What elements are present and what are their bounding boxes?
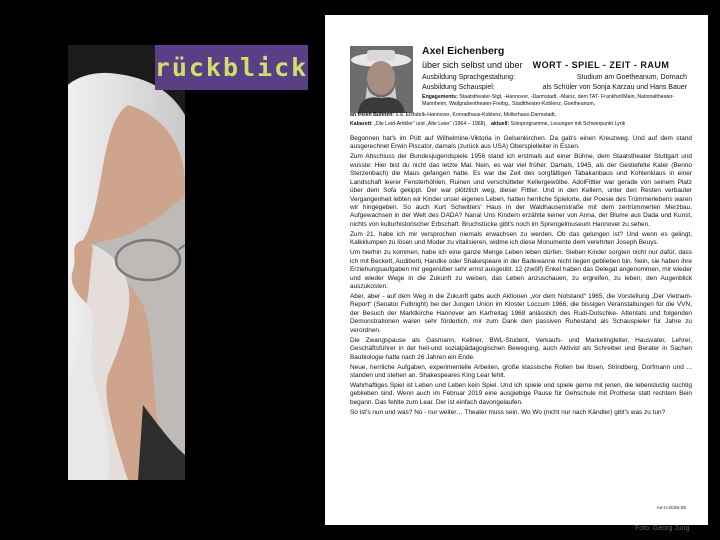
subtitle (422, 60, 684, 70)
training-acting-value: als Schüler von Sonja Karzau und Hans Bauer (542, 84, 687, 91)
cabaret-line (350, 121, 695, 127)
subtitle-keywords: WORT - SPIEL - ZEIT - RAUM (532, 60, 670, 70)
cabaret-value: „Die Leid-Artikler“ und „Alte Leier“ (1964 – 1968), (374, 121, 487, 127)
paragraph: Um hierhin zu kommen, habe ich eine ganze Menge Leben leben dürfen. Sieben Kinder sorgten nicht nur dafür, dass ich mit Beckett, Audiberti, Handke oder Shakespeare in der Badewanne nicht liegen geblieben bin. Nein, sie haben ihre Erziehungsaufgaben mir gegenüber sehr ernst ausgeübt. 12 (zwölf) Enkel haben das Delegat angenommen, mir wieder und wieder Wege in die Zukunft zu weisen, das Leben anzuschauen, zu ergreifen, zu leben, den Augenblick auszukosten. (350, 249, 692, 290)
training-row-speech (422, 74, 687, 81)
training-speech-value: Studium am Goetheanum, Dornach (576, 74, 687, 81)
training-row-acting (422, 84, 687, 91)
current-label: aktuell: (491, 121, 510, 127)
document-page (325, 15, 708, 525)
document-signature: Ae-II-2025-05 (656, 506, 686, 511)
engagements-label: Engagements: (422, 94, 458, 100)
biography-text (350, 135, 692, 419)
free-stages-value: u.a. Eisfabrik-Hannover, Konradhaus-Koblenz, Mollerhaus-Darmstadt, (395, 112, 557, 118)
paragraph: Zum 21. habe ich mir versprochen niemals erwachsen zu werden. Ob das gelungen ist? Und wenn es gelingt, Kalkklumpen zu lösen und Moder zu vitalisieren, widme ich diese Monumente dem verehrten Joseph Beuys. (350, 230, 692, 247)
free-stages (350, 112, 695, 118)
subtitle-prefix: über sich selbst und über (422, 60, 523, 70)
paragraph: Neue, herrliche Aufgaben, experimentelle Arbeiten, große klassische Rollen bei Ibsen, Strindberg, Dorfmann und ... standen und stehen an. Shakespeares King Lear fehlt. (350, 363, 692, 379)
photo-credit: Foto: Georg Jung (635, 525, 690, 532)
author-name: Axel Eichenberg (422, 45, 505, 57)
portrait-photo-profile (68, 45, 185, 480)
paragraph: Zum Abschluss der Bundesjugendspiele 1956 stand ich erstmals auf einer Bühne, dem Staatstheater Stuttgart und wusste: Hier bist du nicht das letzte Mal. Nein, es war viel früher. Damals, 1945, als der Gestiefelte Kater (Benno Sterzenbach) die Maus gefangen hatte. Es war die Zeit des sorgfältigen Tabakanbaus und Kohlenklaus in einer Landschaft leerer Fensterhöhlen, Ruinen und verschütteter Kellergewölbe. AdolFittler war gerade von seinem Platz über dem Sofa gekippt. Der war plötzlich weg, dieser Fittler. Und in den Kellern, unter den Resten verbauter Vergangenheit lebten wir Kinder unser eigenes Leben, hatten herrliche Spielorte, der Poesie des Trümmerlebens waren wir hingegeben. So auch Kurt Schwitters' Haus in der Waldhausenstraße mit dem zertrümmerten Merzbau. Aufgewachsen in der Welt des DADA? Nana! Uns Kindern erzählte keiner von Anna, der Blume aus Dada und Kunst, nichts von kulturhistorischer Erbschaft. Bruchstücke gibt's noch im Sprengelmuseum Hannover zu sehen. (350, 153, 692, 228)
cabaret-label: Kabarett: (350, 121, 373, 127)
training-speech-label: Ausbildung Sprachgestaltung: (422, 74, 516, 81)
paragraph: Die Zwangspause als Gasmann, Kellner, BWL-Student, Verkaufs- und Marketingleiter, Hausvater, Lehrer, Geschäftsführer in der heil-und sozialpädagogischen Bewegung, auch Aktivist als Schreiber und Berater in Sachen Baubiologie hatte nach 26 Jahren ein Ende. (350, 336, 692, 361)
free-stages-label: an freien Bühnen: (350, 112, 395, 118)
author-portrait (350, 46, 413, 113)
engagements-value: Staatstheater-Stgt, -Hannover, -Darmstadt, -Mainz, dem TAT- Frankfurt/Main, Nationaltheater-Mannheim, Wallgrabentheater-Freibg., Stadttheater-Koblenz, Goetheanum, (422, 94, 675, 108)
paragraph: Wahrhaftiges Spiel ist Leben und Leben kein Spiel. Und ich spiele und spiele gerne mit jenen, die lebenslustig süchtig geblieben sind. Wenn auch im Februar 2019 eine ausgiebige Pause für Gehschule mit Prothese statt rechtem Bein begann. Das fehlte zum Lear. Der ist einfach davongelaufen. (350, 381, 692, 406)
training-acting-label: Ausbildung Schauspiel: (422, 84, 495, 91)
banner (155, 45, 308, 90)
engagements (422, 94, 697, 109)
paragraph: So ist's nun und was? No - nur weiter… Theater muss sein. Wo Wo (nicht nur nach Kändler) gibt's was zu tun? (350, 408, 666, 416)
paragraph: Aber, aber - auf dem Weg in die Zukunft gabs auch Aktionen „vor dem Notstand“ 1965, die Vorstellung „Der Vietnam-Report“ (Senator Fulbright) bei der Jungen Union im Kloster Loccum 1966, die bissigen Veranstaltungen für die VVN, der Besuch der Marktkirche Hannover am Karfreitag 1968 anlässlich des Rudi-Dutschke- Attentats und folgenden Demonstrationen waren sehr förderlich, mir zum Dank den passiven Ruhestand als Schauspieler für Jahre zu verordnen. (350, 292, 692, 334)
banner-title: rückblick (154, 53, 309, 82)
current-value: Soloprogramme, Lesungen mit Schwerpunkt Lyrik (510, 121, 626, 127)
paragraph: Begonnen hat's im Pütt auf Wilhelmine-Viktoria in Gelsenkirchen. Da gab's einen Kreuzweg. Und auf dem stand ausgerechnet Erwin Piscator, damals (zurück aus USA) Oberspielleiter in Essen. (350, 135, 692, 151)
